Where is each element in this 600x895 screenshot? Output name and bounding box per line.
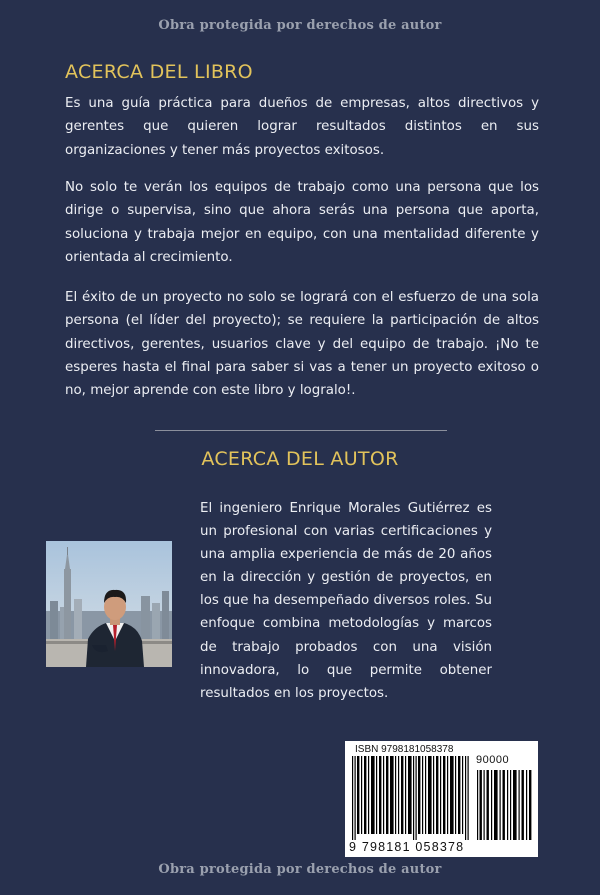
copyright-watermark-top: Obra protegida por derechos de autor [158,18,442,33]
barcode-bars [347,756,537,842]
about-book-heading: ACERCA DEL LIBRO [65,61,253,83]
section-divider [155,430,447,431]
about-book-paragraph-3: El éxito de un proyecto no solo se logrará con el esfuerzo de una sola persona (el líder del proyecto); se requiere la participación de altos directivos, gerentes, usuarios clave y del equipo de trabajo. ¡No te esperes hasta el final para saber si vas a tener un proyecto exitoso o no, mejor aprende con este libro y logralo!. [65,290,539,399]
price-code: 90000 [476,754,510,766]
about-book-paragraph-2: No solo te verán los equipos de trabajo como una persona que los dirige o supervisa, sino que ahora serás una persona que aporta, soluciona y trabaja mejor en equipo, con una mentalidad diferente y orientada al crecimiento. [65,180,539,265]
about-book-paragraph-1: Es una guía práctica para dueños de empresas, altos directivos y gerentes que quieren lograr resultados distintos en sus organizaciones y tener más proyectos exitosos. [65,96,539,158]
copyright-watermark-bottom: Obra protegida por derechos de autor [158,862,442,877]
about-author-heading: ACERCA DEL AUTOR [201,448,399,470]
author-photo [46,541,172,667]
isbn-label: ISBN 9798181058378 [355,744,454,755]
isbn-digits: 9 798181 058378 [349,840,465,854]
author-bio: El ingeniero Enrique Morales Gutiérrez es un profesional con varias certificaciones y una amplia experiencia de más de 20 años en la dirección y gestión de proyectos, en los que ha desempeñado diversos roles. Su enfoque combina metodologías y marcos de trabajo probados con una visión innovadora, lo que permite obtener resultados en los proyectos. [200,501,492,701]
isbn-barcode [345,741,538,857]
